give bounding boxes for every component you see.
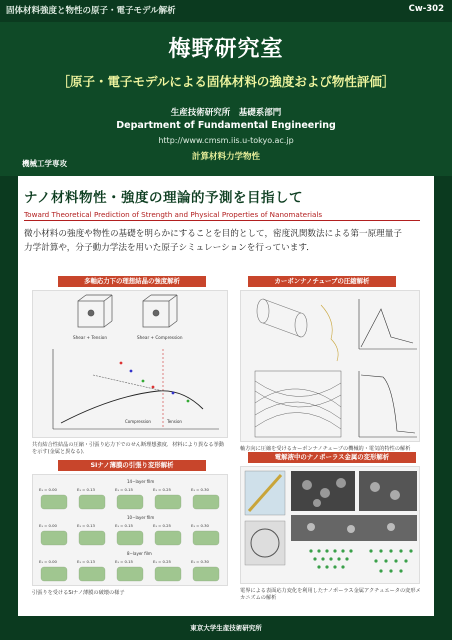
panel2-caption: 軸方向に圧縮を受けるカーボンナノチューブの機械的・電気的特性の解析 bbox=[240, 446, 411, 452]
load-curve bbox=[359, 299, 417, 349]
description: 微小材料の強度や物性の基礎を明らかにすることを目的として，密度汎関数法による第一原理量子力学計算や，分子動力学法を用いた原子シミュレーションを行っています． bbox=[24, 229, 402, 253]
svg-text:E₁ = 0.30: E₁ = 0.30 bbox=[191, 487, 209, 492]
svg-text:E₁ = 0.00: E₁ = 0.00 bbox=[39, 487, 57, 492]
row2-label: 10−layer film bbox=[127, 515, 155, 520]
panel1-figure bbox=[32, 290, 228, 438]
panel2-title: カーボンナノチューブの圧縮解析 bbox=[248, 276, 396, 287]
panel2-figure bbox=[240, 290, 420, 442]
poster-code: Cw-302 bbox=[408, 4, 444, 14]
svg-text:E₁ = 0.00: E₁ = 0.00 bbox=[39, 523, 57, 528]
crystal-cube-right bbox=[143, 295, 177, 327]
tem-image-b bbox=[359, 471, 417, 511]
crystal-cube-left bbox=[78, 295, 112, 327]
panel3-figure bbox=[32, 474, 228, 586]
panel4-figure bbox=[240, 466, 420, 584]
electrochemical-cell-image bbox=[245, 471, 285, 565]
content-panel bbox=[18, 176, 434, 616]
svg-text:E₁ = 0.15: E₁ = 0.15 bbox=[115, 559, 133, 564]
nanotube-illustration bbox=[257, 299, 338, 361]
english-heading: Toward Theoretical Prediction of Strength and Physical Properties of Nanomaterials bbox=[24, 210, 323, 219]
panel4-diagram bbox=[241, 467, 421, 585]
svg-text:E₁ = 0.00: E₁ = 0.00 bbox=[39, 559, 57, 564]
strain-labels-row2 bbox=[39, 523, 210, 528]
atom-structures bbox=[41, 495, 219, 581]
panel1-caption: 共有結合性結晶の圧縮・引張り応力下でのせん断理想強度．材料により異なる挙動を示す(金属と異なる)． bbox=[32, 442, 224, 455]
svg-text:E₁ = 0.25: E₁ = 0.25 bbox=[153, 559, 171, 564]
row3-label: 8−layer film bbox=[127, 551, 152, 556]
svg-text:E₁ = 0.15: E₁ = 0.15 bbox=[115, 487, 133, 492]
tem-image-c bbox=[291, 515, 417, 541]
research-field: 計算材料力学物性 bbox=[191, 152, 260, 162]
label-compression: Compression bbox=[125, 419, 151, 424]
panel1-diagram bbox=[33, 291, 229, 439]
svg-text:E₁ = 0.13: E₁ = 0.13 bbox=[77, 487, 95, 492]
legend-shear-tension: Shear + Tension bbox=[73, 335, 107, 340]
panel1-title: 多軸応力下の理想結晶の強度解析 bbox=[58, 276, 206, 287]
lab-title: 梅野研究室 bbox=[168, 37, 284, 62]
strain-labels-row3 bbox=[39, 559, 210, 564]
footer: 東京大学生産技術研究所 bbox=[190, 624, 262, 632]
legend-shear-compression: Shear + Compression bbox=[137, 335, 183, 340]
major-label: 機械工学専攻 bbox=[22, 159, 67, 168]
main-heading: ナノ材料物性・強度の理論的予測を目指して bbox=[24, 190, 304, 206]
panel3-caption: 引張りを受けるSiナノ薄膜の破壊の様子 bbox=[32, 590, 125, 596]
svg-text:E₁ = 0.13: E₁ = 0.13 bbox=[77, 523, 95, 528]
institute-name: 生産技術研究所 基礎系部門 bbox=[170, 108, 282, 118]
heading-rule bbox=[24, 220, 420, 221]
svg-text:E₁ = 0.25: E₁ = 0.25 bbox=[153, 487, 171, 492]
lab-url[interactable]: http://www.cmsm.iis.u-tokyo.ac.jp bbox=[158, 136, 294, 145]
panel3-title: Siナノ薄膜の引張り変形解析 bbox=[58, 460, 206, 471]
strength-plot bbox=[53, 349, 219, 429]
lab-subtitle: ［原子・電子モデルによる固体材料の強度および物性評価］ bbox=[57, 74, 395, 89]
svg-text:E₁ = 0.30: E₁ = 0.30 bbox=[191, 559, 209, 564]
top-bar bbox=[0, 0, 452, 22]
department-name: Department of Fundamental Engineering bbox=[116, 120, 336, 131]
row1-label: 14−layer film bbox=[127, 479, 155, 484]
svg-text:E₁ = 0.13: E₁ = 0.13 bbox=[77, 559, 95, 564]
panel4-title: 電解液中のナノポーラス金属の変形解析 bbox=[248, 452, 416, 463]
svg-text:E₁ = 0.15: E₁ = 0.15 bbox=[115, 523, 133, 528]
energy-curve bbox=[359, 371, 417, 437]
category-label: 固体材料強度と物性の原子・電子モデル解析 bbox=[6, 6, 176, 16]
label-tension: Tension bbox=[167, 419, 182, 424]
svg-text:E₁ = 0.25: E₁ = 0.25 bbox=[153, 523, 171, 528]
svg-text:E₁ = 0.30: E₁ = 0.30 bbox=[191, 523, 209, 528]
panel3-diagram bbox=[33, 475, 229, 587]
atomic-lattice-right bbox=[369, 549, 412, 572]
panel2-diagram bbox=[241, 291, 421, 443]
tem-image-a bbox=[291, 471, 355, 511]
panel4-caption: 電界による表面応力変化を利用したナノポーラス金属アクチュエータの変形メカニズムの解析 bbox=[240, 588, 421, 601]
atomic-lattice bbox=[309, 549, 352, 568]
header bbox=[0, 22, 452, 176]
band-structure bbox=[255, 371, 341, 437]
strain-labels-row1 bbox=[39, 487, 210, 492]
